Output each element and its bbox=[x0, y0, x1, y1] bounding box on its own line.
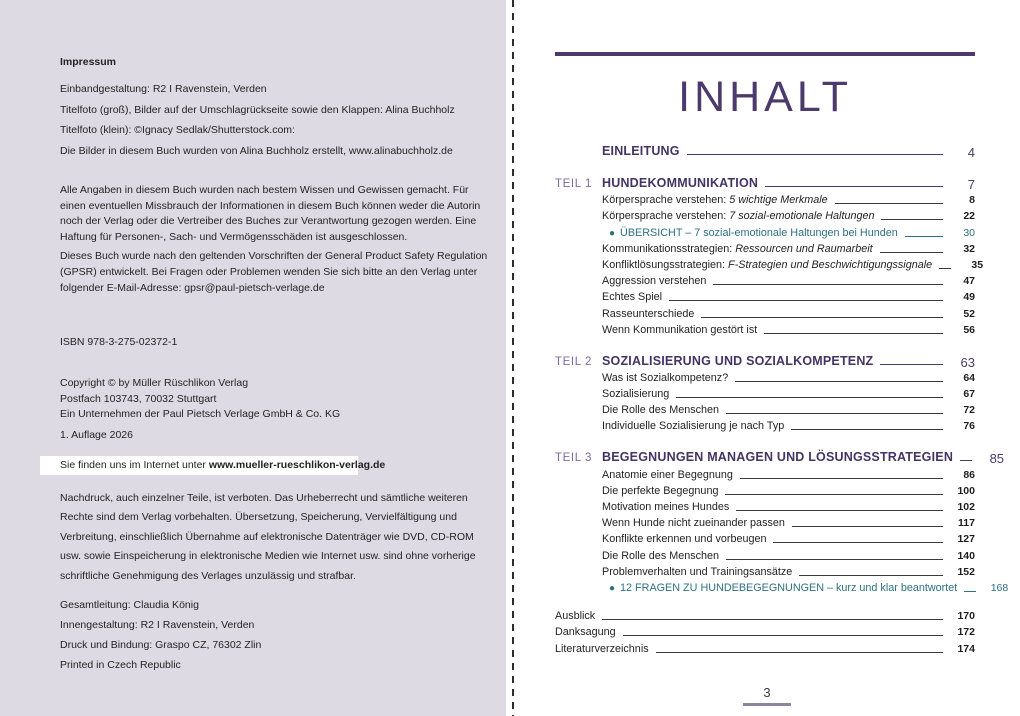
toc-entry-title: SOZIALISIERUNG UND SOZIALKOMPETENZ bbox=[602, 353, 874, 368]
toc-page-number: 86 bbox=[963, 468, 975, 481]
toc-entry-title: Die perfekte Begegnung bbox=[602, 484, 719, 497]
toc-row bbox=[555, 546, 975, 562]
leader-line bbox=[735, 381, 943, 382]
toc-entry-title: Die Rolle des Menschen bbox=[602, 549, 720, 562]
toc-page-number: 168 bbox=[990, 581, 1009, 594]
gpsr-paragraph: Dieses Buch wurde nach den geltenden Vorschriften der General Product Safety Regulation (GPSR) entwickelt. Bei Fragen oder Problemen wenden Sie sich bitte an den Verlag unter folgender E-Mail-Adresse: gpsr@paul-pietsch-verlage.de bbox=[60, 250, 488, 294]
leader-line bbox=[792, 526, 943, 527]
toc-entry-title: Echtes Spiel bbox=[602, 291, 663, 304]
toc-entry-title: ● 12 FRAGEN ZU HUNDEBEGEGNUNGEN – kurz und klar beantwortet bbox=[609, 581, 958, 594]
toc-page-number: 127 bbox=[957, 533, 975, 546]
leader-line bbox=[656, 652, 943, 653]
leader-line bbox=[880, 252, 943, 253]
toc-page-number: 174 bbox=[957, 642, 975, 655]
publisher-block bbox=[60, 376, 488, 423]
toc-page-number: 102 bbox=[957, 501, 975, 513]
leader-line bbox=[960, 460, 972, 461]
leader-line bbox=[881, 219, 943, 220]
publisher-line: Copyright © by Müller Rüschlikon Verlag bbox=[60, 377, 249, 390]
toc-part-label: TEIL 3 bbox=[555, 452, 593, 465]
leader-line bbox=[791, 429, 943, 430]
edition-line: 1. Auflage 2026 bbox=[60, 428, 133, 441]
toc-entry-title: Konflikte erkennen und vorbeugen bbox=[602, 533, 767, 546]
website-url: www.mueller-rueschlikon-verlag.de bbox=[208, 458, 386, 471]
toc-row bbox=[555, 639, 975, 656]
bullet-icon: ● bbox=[609, 227, 616, 239]
toc-entry-subtitle: 7 sozial-emotionale Haltungen bbox=[729, 210, 875, 223]
credits-list bbox=[60, 79, 488, 161]
production-block bbox=[60, 595, 488, 675]
leader-line bbox=[676, 397, 943, 398]
toc-entry-title: Sozialisierung bbox=[602, 388, 670, 401]
toc-entry-subtitle: Ressourcen und Raumarbeit bbox=[735, 242, 873, 255]
toc-page-number: 140 bbox=[957, 549, 975, 562]
toc-entry-title: Körpersprache verstehen: 7 sozial-emotionale Haltungen bbox=[602, 210, 875, 223]
leader-line bbox=[764, 333, 943, 334]
production-line: Printed in Czech Republic bbox=[60, 659, 181, 672]
toc-entry-title: Kommunikationsstrategien: Ressourcen und Raumarbeit bbox=[602, 242, 873, 255]
toc-row bbox=[555, 369, 975, 385]
toc-entry-title: Anatomie einer Begegnung bbox=[602, 468, 733, 481]
toc-entry-title: ● ÜBERSICHT – 7 sozial-emotionale Haltungen bei Hunden bbox=[609, 226, 898, 239]
toc-row bbox=[555, 623, 975, 640]
toc-part-label: TEIL 2 bbox=[555, 355, 593, 368]
toc-row bbox=[555, 385, 975, 401]
toc-row bbox=[555, 563, 975, 579]
toc-page-number: 49 bbox=[963, 291, 975, 304]
toc-row bbox=[555, 223, 975, 239]
toc-entry-title: Ausblick bbox=[555, 609, 596, 622]
toc-row bbox=[555, 401, 975, 417]
toc-page-number: 64 bbox=[963, 371, 975, 384]
toc-row bbox=[555, 207, 975, 223]
toc-page-number: 85 bbox=[989, 451, 1005, 467]
imprint-page bbox=[0, 0, 506, 716]
toc-row bbox=[555, 514, 975, 530]
toc-row bbox=[555, 288, 975, 304]
toc-row bbox=[555, 530, 975, 546]
production-line: Druck und Bindung: Graspo CZ, 76302 Zlin bbox=[60, 639, 262, 652]
toc-page-number: 67 bbox=[963, 388, 975, 401]
production-line: Gesamtleitung: Claudia König bbox=[60, 599, 199, 612]
toc-entry-title: Die Rolle des Menschen bbox=[602, 404, 720, 417]
bullet-icon: ● bbox=[609, 582, 616, 594]
leader-line bbox=[939, 268, 951, 269]
leader-line bbox=[880, 364, 943, 365]
leader-line bbox=[713, 284, 943, 285]
toc-page-number: 4 bbox=[967, 145, 975, 160]
legal-paragraph: Nachdruck, auch einzelner Teile, ist verboten. Das Urheberrecht und sämtliche weiteren Rechte sind dem Verlag vorbehalten. Übersetzung, Speicherung, Vervielfältigung und Verbreitung, einschließlich Übernahme auf elektronische Datenträger wie DVD, CD-ROM usw. sowie Einspeicherung in elektronische Medien wie Internet usw. sind ohne vorherige schriftliche Genehmigung des Verlages unzulässig und strafbar. bbox=[60, 491, 476, 582]
toc-page-number: 63 bbox=[960, 354, 975, 370]
toc-page-number: 56 bbox=[963, 323, 975, 336]
page-footer bbox=[514, 685, 1020, 706]
toc-page-number: 100 bbox=[957, 484, 975, 497]
toc-entry-title: Konfliktlösungsstrategien: F-Strategien und Beschwichtigungssignale bbox=[602, 258, 933, 271]
website-highlight-bar bbox=[40, 456, 386, 475]
toc-page-number: 35 bbox=[971, 258, 984, 271]
leader-line bbox=[623, 635, 943, 636]
publisher-line: Postfach 103743, 70032 Stuttgart bbox=[60, 392, 217, 405]
toc-entry-title: Was ist Sozialkompetenz? bbox=[602, 371, 729, 384]
leader-line bbox=[773, 542, 943, 543]
disclaimer-paragraph: Alle Angaben in diesem Buch wurden nach bestem Wissen und Gewissen gemacht. Für einen eventuellen Missbrauch der Informationen in diesem Buch können weder die Autorin noch der Verlag oder die Vertreiber des Buches zur Verantwortung gezogen werden. Eine Haftung für Personen-, Sach- und Vermögensschäden ist ausgeschlossen. bbox=[60, 184, 481, 243]
toc-row bbox=[555, 240, 975, 256]
toc-page-number: 76 bbox=[963, 420, 975, 433]
toc-page-number: 152 bbox=[957, 565, 975, 578]
website-prefix: Sie finden uns im Internet unter bbox=[60, 458, 209, 471]
folio-number: 3 bbox=[763, 685, 771, 700]
leader-line bbox=[726, 559, 943, 560]
toc-row bbox=[555, 444, 1005, 467]
toc-row bbox=[555, 321, 975, 337]
toc-row bbox=[555, 170, 975, 191]
toc-entry-subtitle: F-Strategien und Beschwichtigungssignale bbox=[728, 258, 933, 271]
toc-entry-title: Problemverhalten und Trainingsansätze bbox=[602, 565, 793, 578]
leader-line bbox=[687, 154, 943, 155]
leader-line bbox=[740, 478, 943, 479]
production-line: Innengestaltung: R2 I Ravenstein, Verden bbox=[60, 619, 255, 632]
toc-entry-title: Motivation meines Hundes bbox=[602, 501, 730, 513]
toc-entry-title: Wenn Kommunikation gestört ist bbox=[602, 323, 758, 336]
page-title: INHALT bbox=[678, 73, 852, 121]
toc-row bbox=[555, 579, 1009, 595]
toc-page-number: 8 bbox=[969, 194, 975, 207]
imprint-heading: Impressum bbox=[60, 56, 117, 68]
leader-line bbox=[726, 413, 943, 414]
toc-page-number: 22 bbox=[963, 210, 975, 223]
toc-entry-title: Körpersprache verstehen: 5 wichtige Merkmale bbox=[602, 194, 828, 207]
folio-rule bbox=[743, 703, 791, 706]
toc-page-number: 30 bbox=[963, 226, 975, 239]
credit-line: Einbandgestaltung: R2 I Ravenstein, Verden bbox=[60, 83, 267, 95]
leader-line bbox=[602, 619, 943, 620]
leader-line bbox=[701, 317, 943, 318]
toc-list bbox=[555, 138, 1009, 656]
toc-entry-title: Wenn Hunde nicht zueinander passen bbox=[602, 517, 785, 530]
leader-line bbox=[835, 203, 943, 204]
leader-line bbox=[964, 591, 976, 592]
toc-row bbox=[555, 191, 975, 207]
toc-page-number: 32 bbox=[963, 242, 975, 255]
leader-line bbox=[765, 186, 943, 187]
toc-page-number: 7 bbox=[967, 177, 975, 192]
credit-line: Die Bilder in diesem Buch wurden von Alina Buchholz erstellt, www.alinabuchholz.de bbox=[60, 144, 453, 157]
toc-row bbox=[555, 482, 975, 498]
toc-row bbox=[555, 138, 975, 159]
isbn-line: ISBN 978-3-275-02372-1 bbox=[60, 336, 178, 349]
toc-entry-title: EINLEITUNG bbox=[602, 144, 680, 158]
toc-entry-title: Danksagung bbox=[555, 626, 616, 639]
toc-row bbox=[555, 465, 975, 481]
toc-page-number: 72 bbox=[963, 404, 975, 417]
publisher-line: Ein Unternehmen der Paul Pietsch Verlage GmbH & Co. KG bbox=[60, 408, 341, 421]
toc-page-number: 117 bbox=[958, 517, 975, 530]
toc-entry-title: Individuelle Sozialisierung je nach Typ bbox=[602, 420, 785, 433]
toc-part-label: TEIL 1 bbox=[555, 178, 593, 190]
toc-entry-title: Rasseunterschiede bbox=[602, 307, 695, 320]
toc-entry-title: BEGEGNUNGEN MANAGEN UND LÖSUNGSSTRATEGIEN bbox=[602, 450, 954, 465]
toc-row bbox=[555, 348, 975, 369]
toc-row bbox=[555, 417, 975, 433]
toc-entry-title: Literaturverzeichnis bbox=[555, 642, 649, 655]
leader-line bbox=[736, 510, 943, 511]
toc-page-number: 47 bbox=[963, 275, 975, 288]
toc-page-number: 172 bbox=[957, 626, 975, 639]
toc-entry-title: Aggression verstehen bbox=[602, 275, 707, 288]
leader-line bbox=[725, 494, 943, 495]
toc-page-number: 52 bbox=[963, 307, 975, 320]
toc-entry-title: HUNDEKOMMUNIKATION bbox=[602, 176, 759, 190]
leader-line bbox=[905, 236, 943, 237]
toc-row bbox=[555, 606, 975, 623]
toc-page-number: 170 bbox=[957, 609, 975, 622]
leader-line bbox=[669, 300, 943, 301]
leader-line bbox=[799, 575, 943, 576]
toc-entry-subtitle: 5 wichtige Merkmale bbox=[729, 194, 828, 207]
credit-line: Titelfoto (klein): ©Ignacy Sedlak/Shutterstock.com: bbox=[60, 124, 295, 136]
toc-row bbox=[555, 256, 984, 272]
toc-row bbox=[555, 272, 975, 288]
toc-row bbox=[555, 498, 975, 514]
top-rule bbox=[555, 52, 975, 56]
toc-row bbox=[555, 304, 975, 320]
contents-page bbox=[514, 0, 1020, 716]
credit-line: Titelfoto (groß), Bilder auf der Umschlagrückseite sowie den Klappen: Alina Buchholz bbox=[60, 103, 455, 116]
